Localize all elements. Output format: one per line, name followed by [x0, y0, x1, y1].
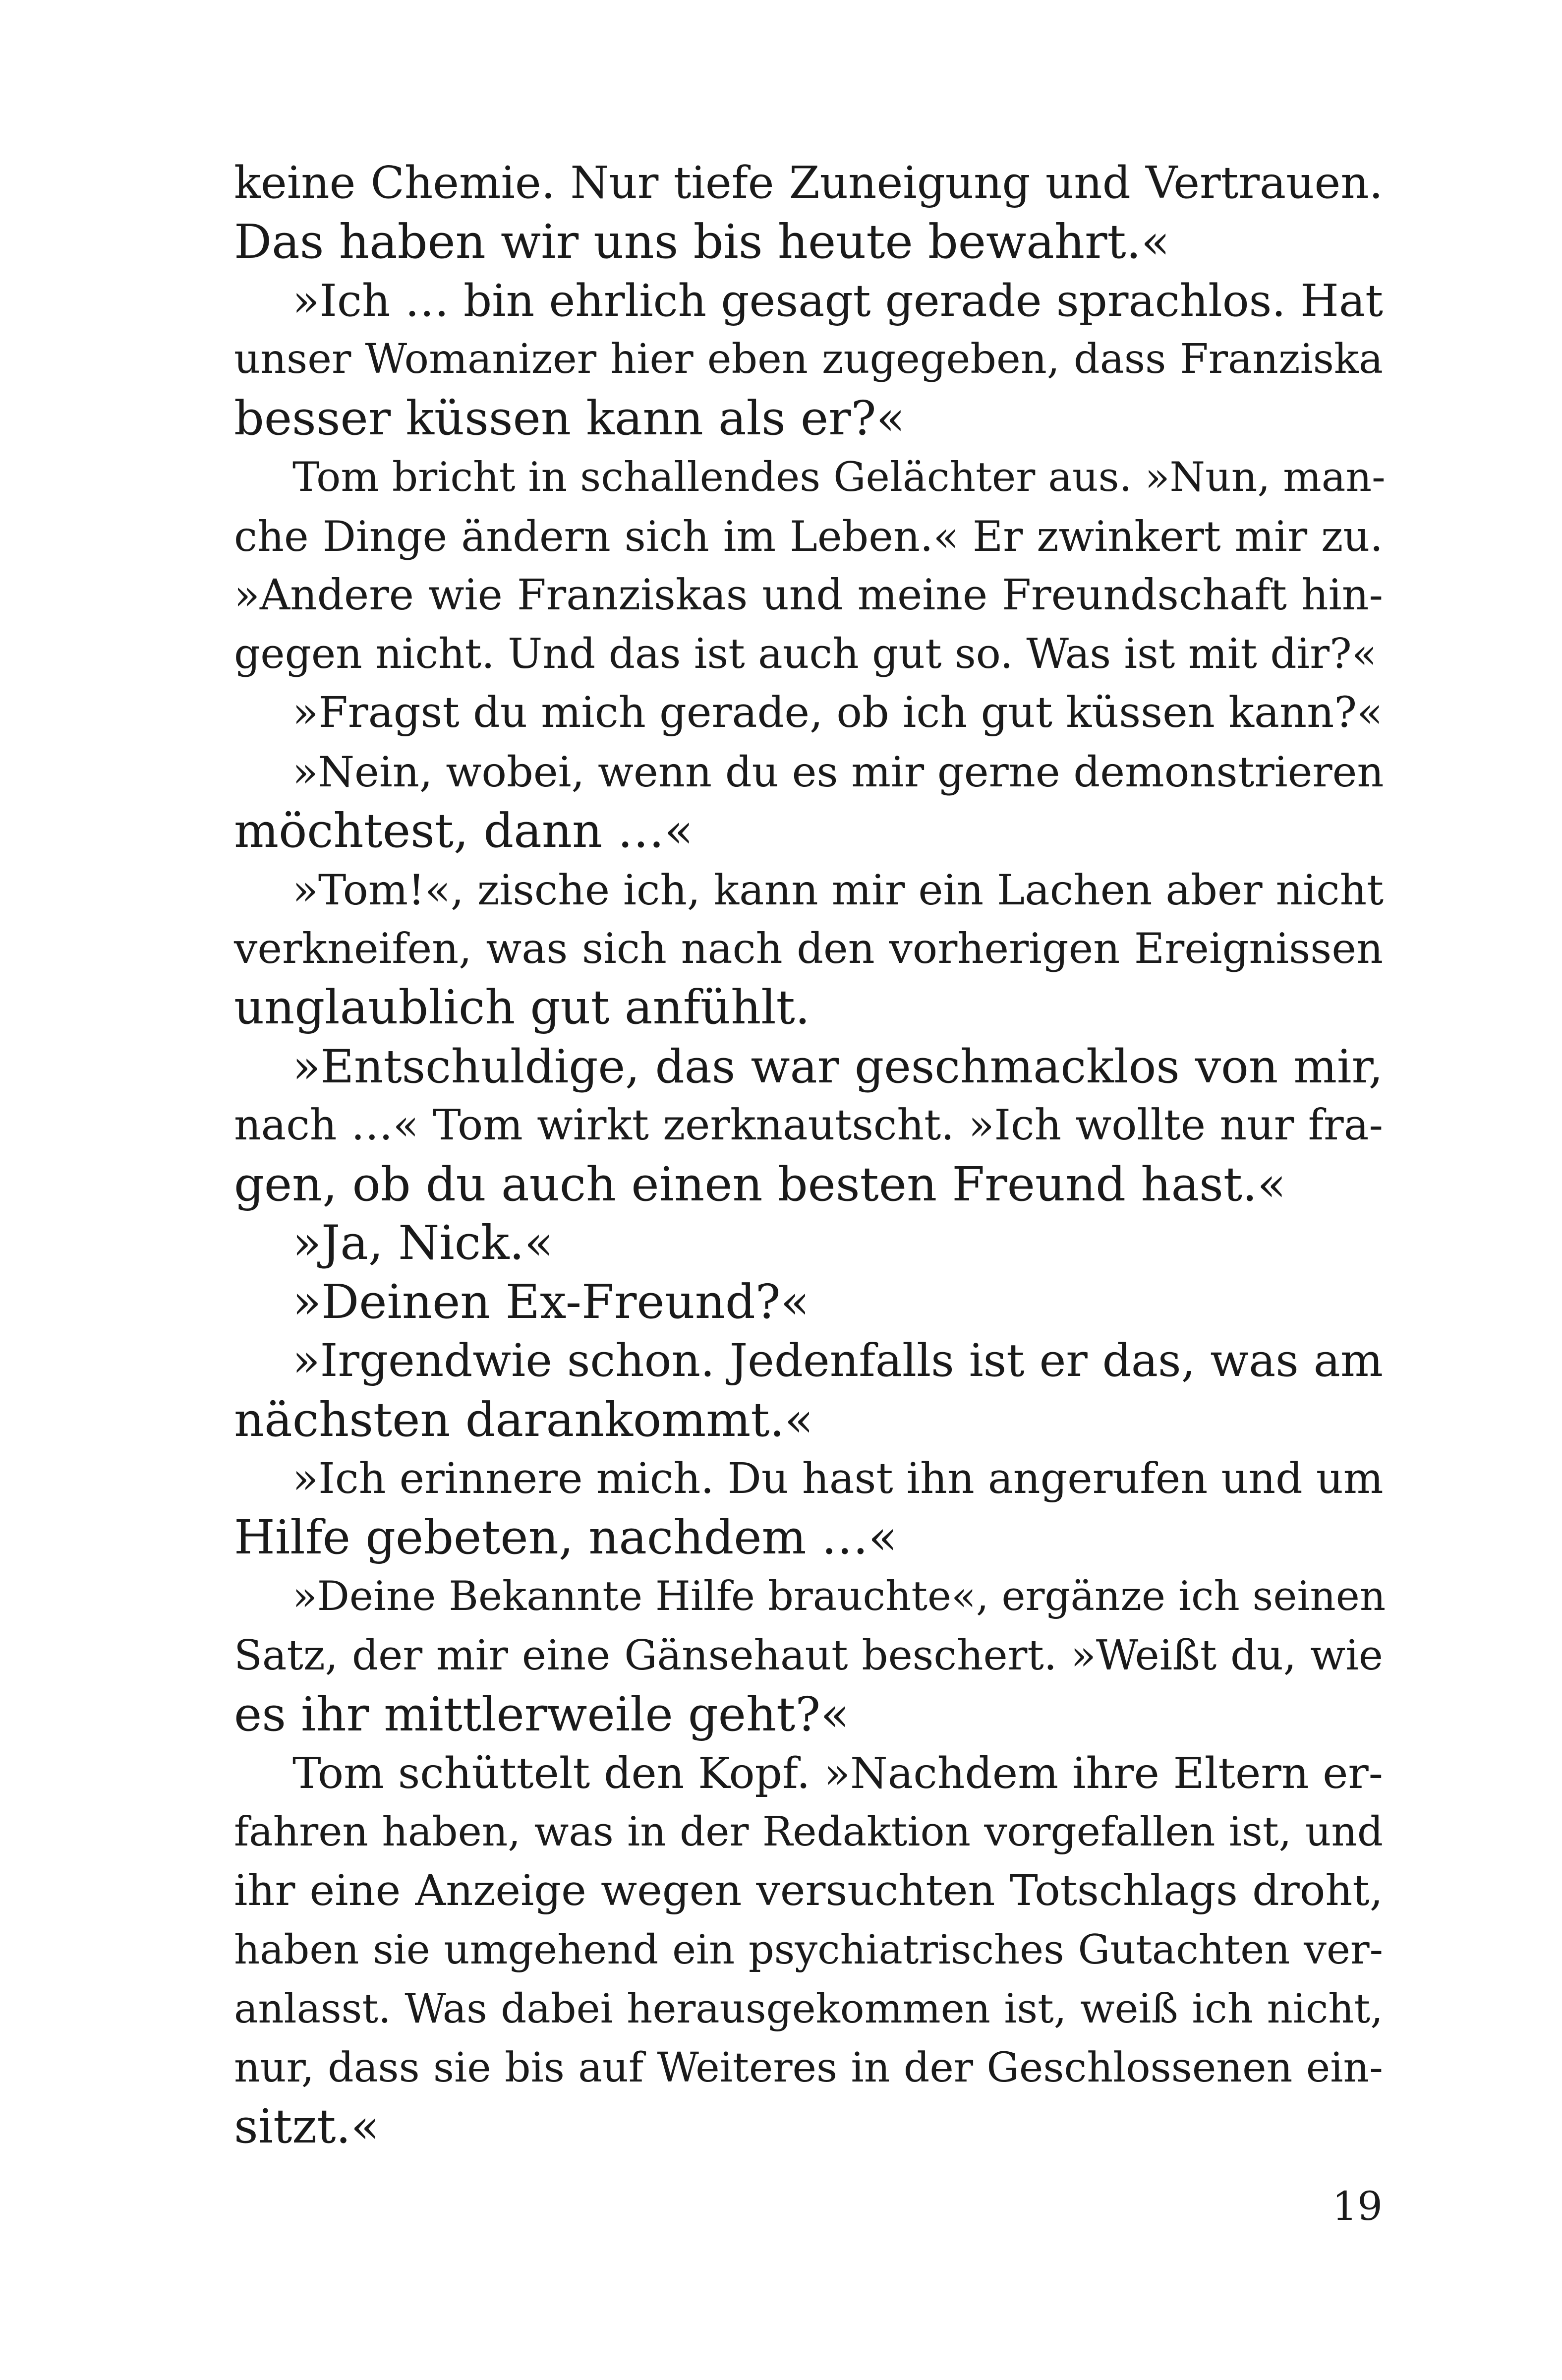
- text-line: fahren haben, was in der Redaktion vorgefallen ist, und: [234, 1808, 1383, 1856]
- text-line: besser küssen kann als er?«: [234, 391, 905, 446]
- text-line: Das haben wir uns bis heute bewahrt.«: [234, 214, 1170, 269]
- text-line: verkneifen, was sich nach den vorherigen Ereignissen: [234, 924, 1383, 973]
- text-line: ihr eine Anzeige wegen versuchten Totschlags droht,: [234, 1866, 1383, 1916]
- text-line: »Ich … bin ehrlich gesagt gerade sprachlos. Hat: [292, 275, 1383, 327]
- text-line: es ihr mittlerweile geht?«: [234, 1687, 850, 1742]
- text-line: möchtest, dann …«: [234, 803, 694, 858]
- text-line: Satz, der mir eine Gänsehaut beschert. »Weißt du, wie: [234, 1631, 1383, 1679]
- text-line: Tom schüttelt den Kopf. »Nachdem ihre Eltern er-: [292, 1748, 1383, 1798]
- text-line: »Ja, Nick.«: [292, 1216, 553, 1271]
- text-line: »Ich erinnere mich. Du hast ihn angerufen und um: [292, 1454, 1384, 1503]
- text-line: »Entschuldige, das war geschmacklos von mir,: [292, 1039, 1383, 1093]
- text-line: unser Womanizer hier eben zugegeben, dass Franziska: [234, 336, 1383, 383]
- text-line: »Nein, wobei, wenn du es mir gerne demonstrieren: [292, 747, 1384, 796]
- text-line: anlasst. Was dabei herausgekommen ist, weiß ich nicht,: [234, 1985, 1383, 2032]
- text-line: che Dinge ändern sich im Leben.« Er zwinkert mir zu.: [234, 512, 1383, 561]
- text-line: Hilfe gebeten, nachdem …«: [234, 1510, 897, 1565]
- text-line: gen, ob du auch einen besten Freund hast.«: [234, 1157, 1286, 1212]
- text-line: »Andere wie Franziskas und meine Freundschaft hin-: [234, 570, 1383, 620]
- text-line: unglaublich gut anfühlt.: [234, 980, 810, 1035]
- text-line: nächsten darankommt.«: [234, 1392, 813, 1447]
- text-line: keine Chemie. Nur tiefe Zuneigung und Vertrauen.: [234, 157, 1383, 209]
- text-line: Tom bricht in schallendes Gelächter aus. »Nun, man-: [292, 453, 1386, 501]
- text-line: »Fragst du mich gerade, ob ich gut küssen kann?«: [292, 688, 1383, 738]
- text-line: nur, dass sie bis auf Weiteres in der Geschlossenen ein-: [234, 2044, 1383, 2091]
- body-text: [234, 154, 1386, 2156]
- text-line: gegen nicht. Und das ist auch gut so. Was ist mit dir?«: [234, 630, 1377, 678]
- text-line: sitzt.«: [234, 2099, 380, 2154]
- text-line: haben sie umgehend ein psychiatrisches Gutachten ver-: [234, 1926, 1383, 1973]
- text-line: »Deine Bekannte Hilfe brauchte«, ergänze ich seinen: [292, 1573, 1386, 1620]
- page-number: 19: [1332, 2183, 1383, 2229]
- text-line: »Deinen Ex-Freund?«: [292, 1275, 810, 1330]
- text-line: »Tom!«, zische ich, kann mir ein Lachen aber nicht: [292, 865, 1384, 914]
- text-line: »Irgendwie schon. Jedenfalls ist er das, was am: [292, 1334, 1383, 1387]
- text-line: nach …« Tom wirkt zerknautscht. »Ich wollte nur fra-: [234, 1100, 1383, 1150]
